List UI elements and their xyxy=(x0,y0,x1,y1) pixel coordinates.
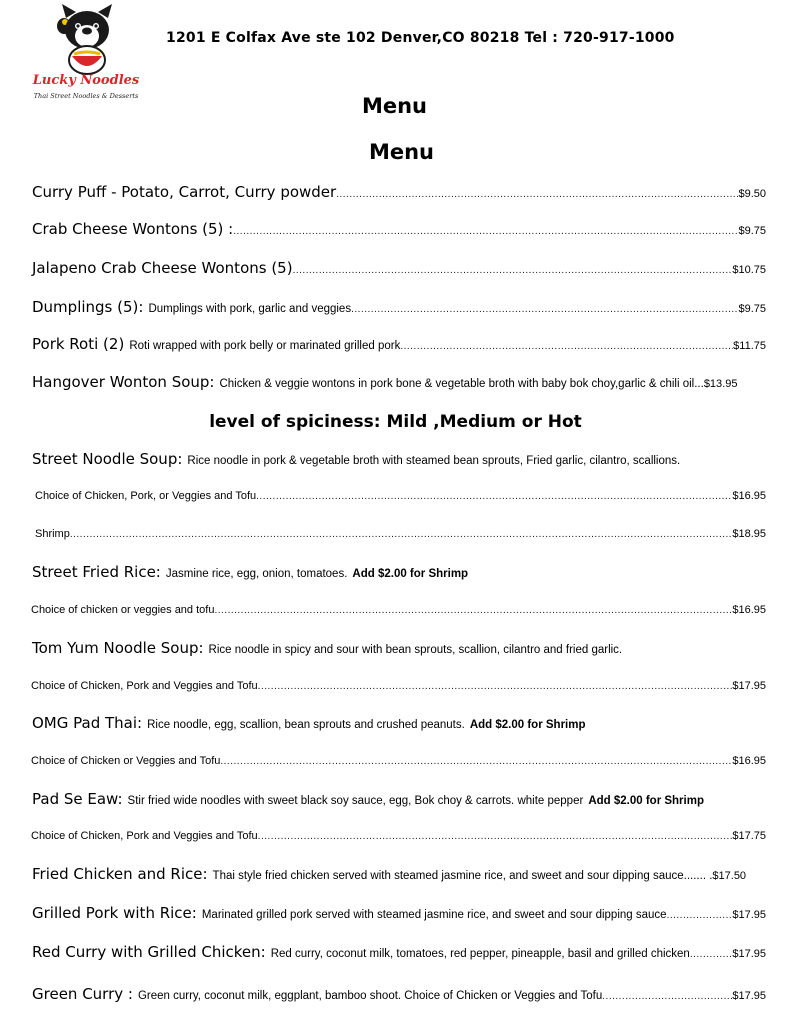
menu-heading: Menu xyxy=(368,140,435,164)
menu-item-red-curry xyxy=(32,943,766,961)
item-description: Green curry, coconut milk, eggplant, bamboo shoot. Choice of Chicken or Veggies and Tofu xyxy=(137,990,603,1002)
dot-leader xyxy=(258,831,733,842)
item-description: Roti wrapped with pork belly or marinated grilled pork xyxy=(129,340,401,352)
item-name: OMG Pad Thai: xyxy=(32,714,143,732)
item-price: $10.75 xyxy=(732,264,766,276)
brand-name: Lucky Noodles xyxy=(32,73,140,88)
choice-row xyxy=(31,830,766,842)
item-name: Street Noodle Soup: xyxy=(32,450,183,468)
dot-leader xyxy=(400,341,733,352)
choice-label: Choice of Chicken, Pork, or Veggies and Tofu xyxy=(35,490,257,502)
item-description: Dumplings with pork, garlic and veggies xyxy=(148,303,352,315)
page-title: Menu xyxy=(361,94,428,118)
item-description: Red curry, coconut milk, tomatoes, red pepper, pineapple, basil and grilled chicken xyxy=(270,948,690,960)
brand-tagline: Thai Street Noodles & Desserts xyxy=(33,92,139,100)
menu-item-pad-se-eaw xyxy=(32,790,766,808)
dot-leader xyxy=(70,529,733,540)
dot-leader xyxy=(293,265,733,276)
item-name: Hangover Wonton Soup: xyxy=(32,373,215,391)
bulldog-mascot-icon xyxy=(36,4,136,78)
menu-item-hangover-wonton-soup xyxy=(32,373,766,391)
menu-item-jalapeno-crab-wontons xyxy=(32,259,766,277)
menu-item-grilled-pork-rice xyxy=(32,904,766,922)
menu-item-omg-pad-thai xyxy=(32,714,766,732)
choice-label: Choice of Chicken or Veggies and Tofu xyxy=(31,755,221,767)
choice-row xyxy=(31,755,766,767)
choice-label: Choice of chicken or veggies and tofu xyxy=(31,604,215,616)
menu-item-dumplings xyxy=(32,298,766,316)
choice-label: Shrimp xyxy=(35,528,70,540)
dot-leader xyxy=(667,910,733,921)
item-price: $9.75 xyxy=(738,303,766,315)
item-name: Street Fried Rice: xyxy=(32,563,161,581)
item-name: Curry Puff - Potato, Carrot, Curry powder xyxy=(32,183,337,201)
item-name: Tom Yum Noodle Soup: xyxy=(32,639,204,657)
dot-leader xyxy=(233,226,738,237)
dot-leader xyxy=(336,189,738,200)
item-description: Jasmine rice, egg, onion, tomatoes. xyxy=(165,568,348,580)
item-name: Dumplings (5): xyxy=(32,298,144,316)
item-price: $18.95 xyxy=(732,528,766,540)
shrimp-upcharge: Add $2.00 for Shrimp xyxy=(352,568,469,580)
item-name: Red Curry with Grilled Chicken: xyxy=(32,943,266,961)
dot-leader xyxy=(214,605,732,616)
choice-row xyxy=(35,490,766,502)
spiciness-heading: level of spiciness: Mild ,Medium or Hot xyxy=(209,412,582,432)
item-price: $17.95 xyxy=(732,990,766,1002)
item-name: Pad Se Eaw: xyxy=(32,790,123,808)
item-description: Marinated grilled pork served with steamed jasmine rice, and sweet and sour dipping sauce xyxy=(201,909,667,921)
choice-label: Choice of Chicken, Pork and Veggies and Tofu xyxy=(31,680,258,692)
item-price: $13.95 xyxy=(703,378,738,390)
item-price: $17.95 xyxy=(732,948,766,960)
lucky-noodles-logo xyxy=(36,4,136,104)
item-price: $17.95 xyxy=(732,909,766,921)
menu-item-pork-roti xyxy=(32,335,766,353)
choice-row xyxy=(35,528,766,540)
item-description: Rice noodle, egg, scallion, bean sprouts and crushed peanuts. xyxy=(147,719,465,731)
item-price: $11.75 xyxy=(733,340,766,352)
menu-item-crab-cheese-wontons xyxy=(32,220,766,238)
menu-item-green-curry xyxy=(32,985,766,1003)
item-price: $16.95 xyxy=(732,490,766,502)
item-price: $9.50 xyxy=(738,188,766,200)
item-description: Rice noodle in pork & vegetable broth with steamed bean sprouts, Fried garlic, cilantro, scallions. xyxy=(187,455,681,467)
item-price: $9.75 xyxy=(738,225,766,237)
dot-leader xyxy=(602,991,732,1002)
item-price: $16.95 xyxy=(732,755,766,767)
item-description: Thai style fried chicken served with steamed jasmine rice, and sweet and sour dipping sauce....... . xyxy=(212,870,713,882)
menu-item-fried-chicken-rice xyxy=(32,865,765,883)
item-name: Jalapeno Crab Cheese Wontons (5) xyxy=(32,259,293,277)
menu-item-curry-puff xyxy=(32,183,766,201)
choice-row xyxy=(31,680,766,692)
item-price: $17.95 xyxy=(732,680,766,692)
shrimp-upcharge: Add $2.00 for Shrimp xyxy=(588,795,704,807)
menu-item-tom-yum-noodle-soup xyxy=(32,639,766,657)
shrimp-upcharge: Add $2.00 for Shrimp xyxy=(469,719,586,731)
item-name: Green Curry : xyxy=(32,985,133,1003)
item-name: Crab Cheese Wontons (5) : xyxy=(32,220,234,238)
dot-leader xyxy=(256,491,732,502)
item-description: Rice noodle in spicy and sour with bean sprouts, scallion, cilantro and fried garlic. xyxy=(208,644,623,656)
dot-leader xyxy=(690,949,733,960)
item-name: Pork Roti (2) xyxy=(32,335,125,353)
restaurant-address: 1201 E Colfax Ave ste 102 Denver,CO 80218 Tel : 720-917-1000 xyxy=(166,30,675,46)
dot-leader xyxy=(351,304,738,315)
item-name: Grilled Pork with Rice: xyxy=(32,904,197,922)
item-description: Stir fried wide noodles with sweet black soy sauce, egg, Bok choy & carrots. white pepper xyxy=(127,795,584,807)
menu-item-street-noodle-soup xyxy=(32,450,766,468)
item-description: Chicken & veggie wontons in pork bone & vegetable broth with baby bok choy,garlic & chili oil... xyxy=(219,378,704,390)
item-name: Fried Chicken and Rice: xyxy=(32,865,208,883)
item-price: $16.95 xyxy=(732,604,766,616)
dot-leader xyxy=(258,681,733,692)
item-price: $17.50 xyxy=(712,870,747,882)
dot-leader xyxy=(220,756,732,767)
choice-label: Choice of Chicken, Pork and Veggies and Tofu xyxy=(31,830,258,842)
choice-row xyxy=(31,604,766,616)
item-price: $17.75 xyxy=(732,830,766,842)
menu-item-street-fried-rice xyxy=(32,563,766,581)
